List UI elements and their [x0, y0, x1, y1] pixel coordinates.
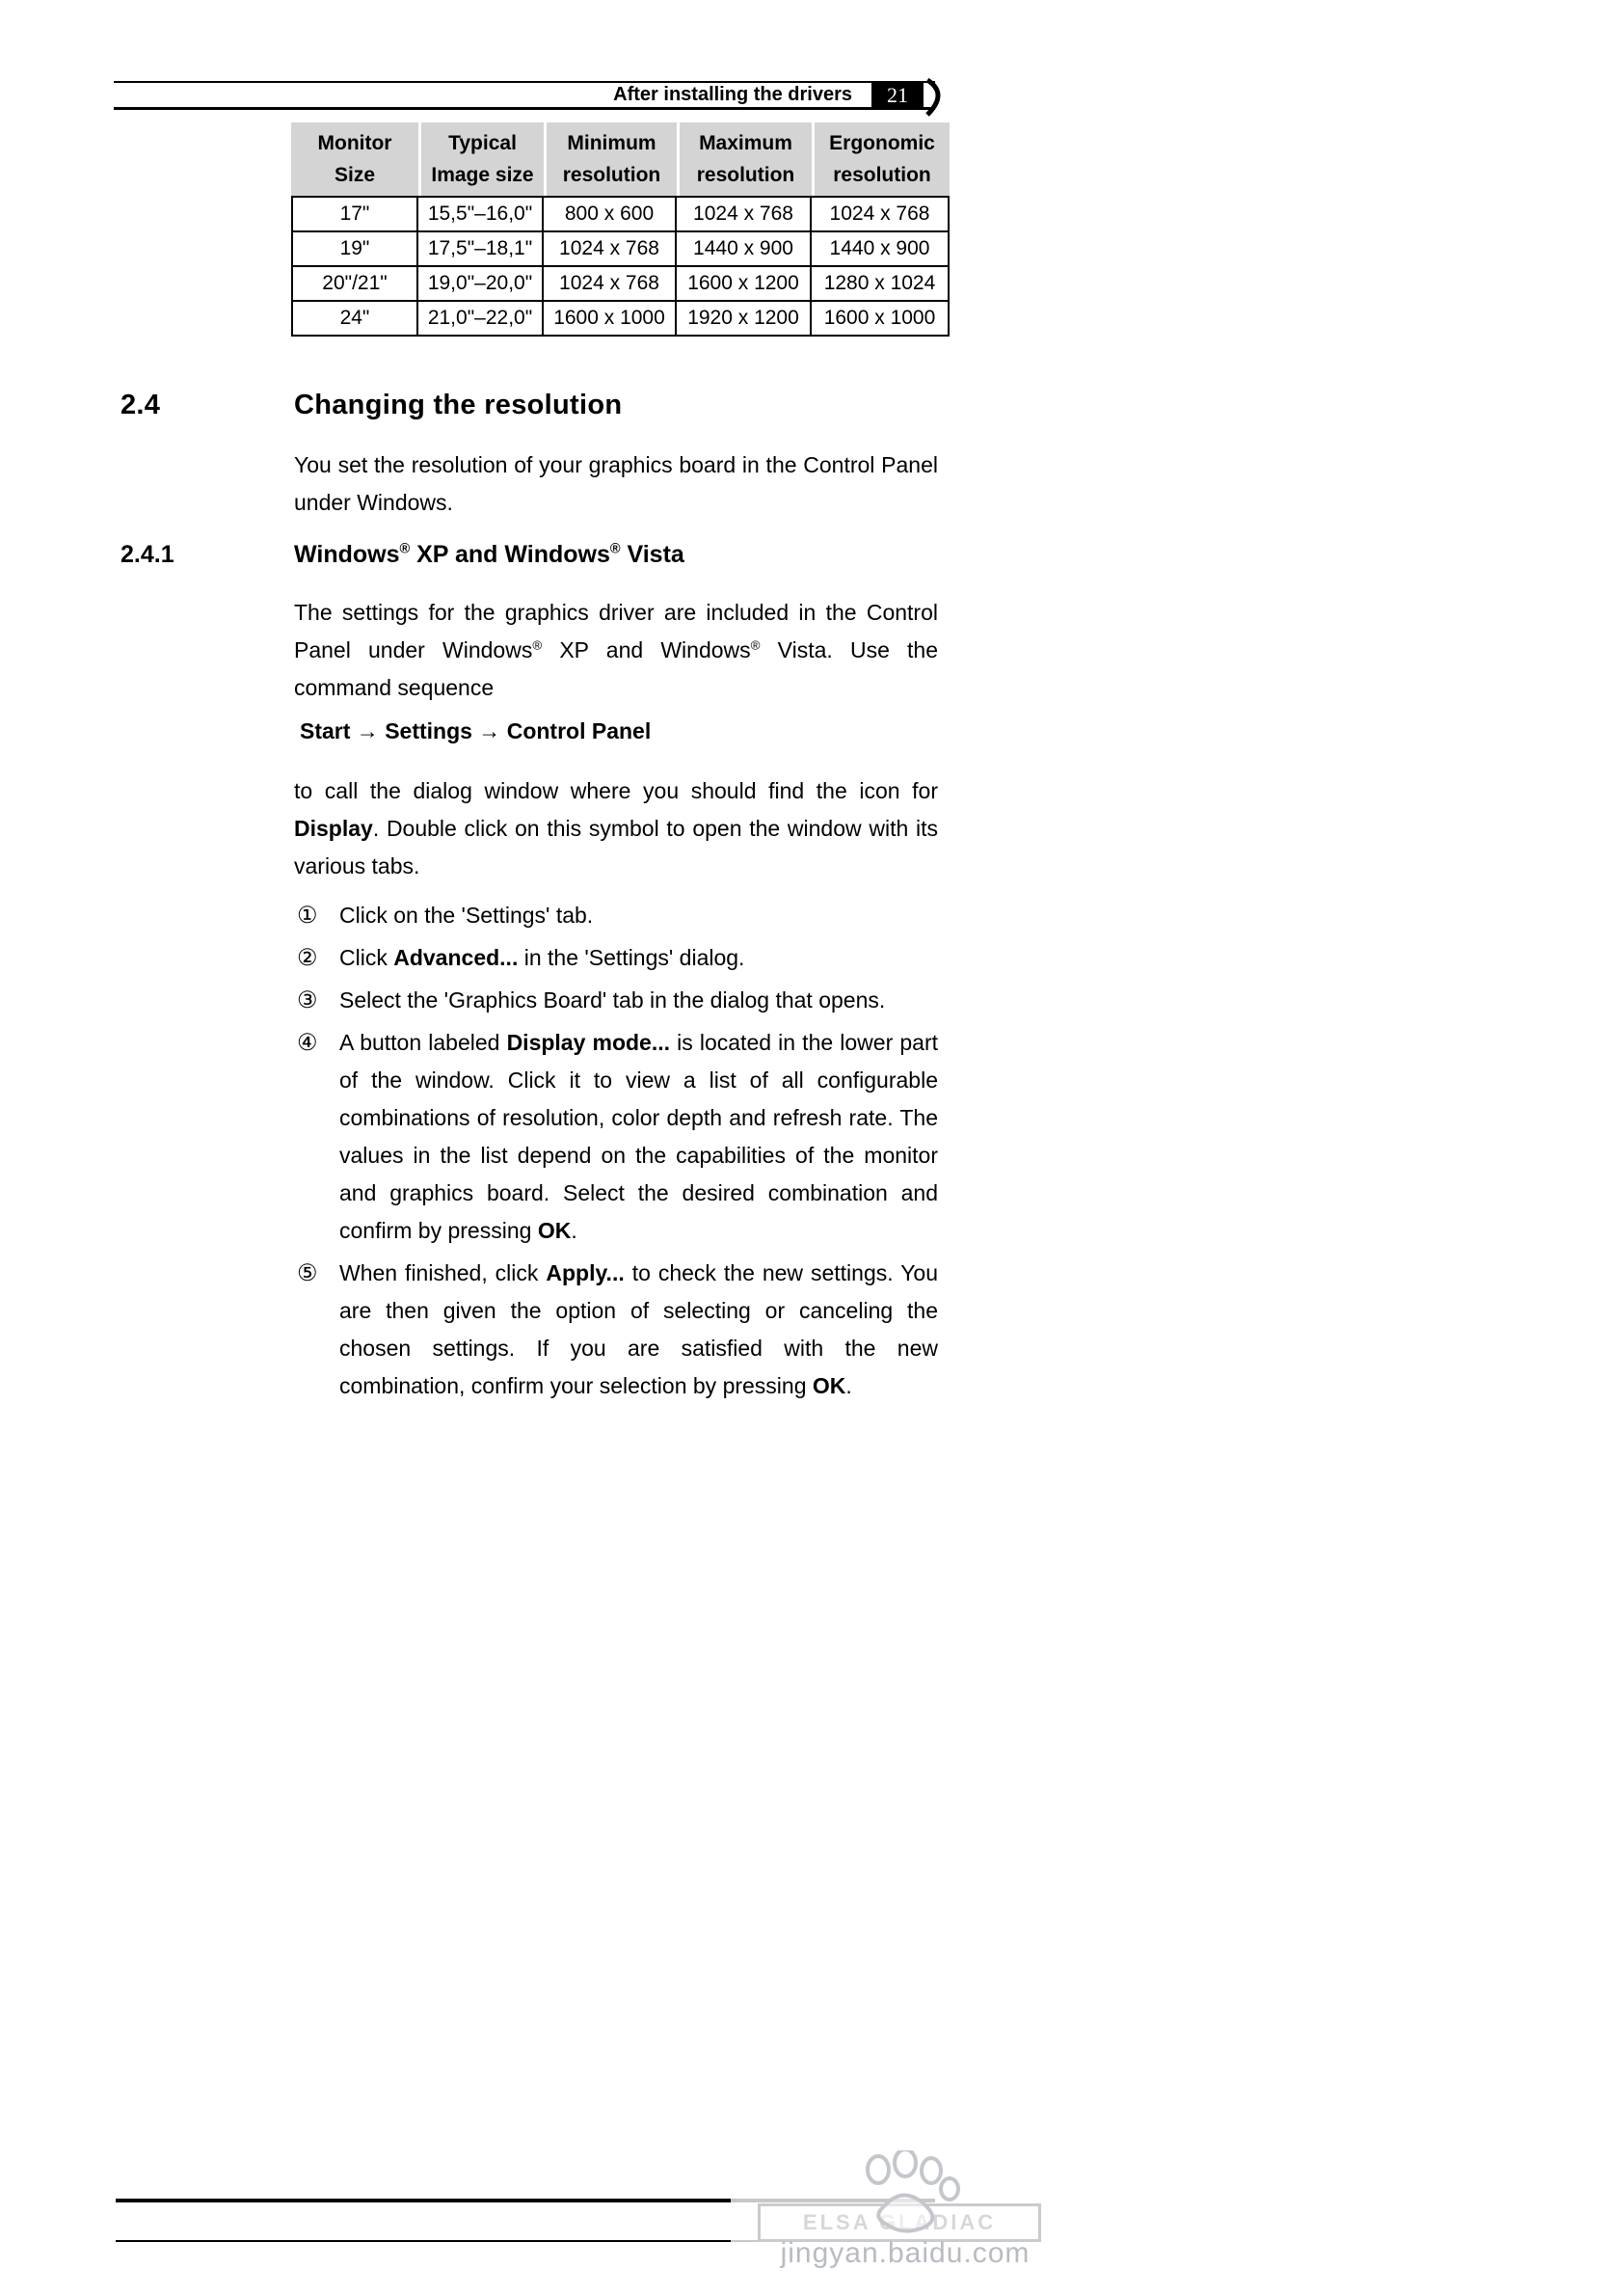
table-cell: 1600 x 1000 [812, 302, 950, 337]
page-footer [114, 2199, 1087, 2296]
table-cell: 1440 x 900 [812, 232, 950, 267]
section-number: 2.4.1 [121, 541, 174, 568]
paw-print-icon [842, 2150, 969, 2233]
list-item [297, 939, 938, 977]
list-item-text: A button labeled Display mode... is located in the lower part of the window. Click it to view a list of all configurable combinations of resolution, color depth and refresh rate. The values in the list depend on the capabilities of the monitor and graphics board. Select the desired combination and confirm by pressing OK. [339, 1030, 938, 1243]
table-cell: 1600 x 1000 [544, 302, 677, 337]
section-2-4-heading [121, 386, 938, 424]
section-number: 2.4 [121, 390, 161, 420]
list-item-text: Select the 'Graphics Board' tab in the dialog that opens. [339, 987, 886, 1013]
table-row [291, 232, 950, 267]
table-cell: 1920 x 1200 [677, 302, 812, 337]
table-cell: 17,5"–18,1" [418, 232, 544, 267]
list-item-text: Click on the 'Settings' tab. [339, 903, 594, 928]
section-2-4-1-paragraph-1: The settings for the graphics driver are included in the Control Panel under Windows® XP and Windows® Vista. Use the command sequence [294, 600, 939, 700]
table-cell: 20"/21" [291, 267, 418, 302]
command-sequence: Start → Settings → Control Panel [300, 718, 652, 743]
list-item [297, 982, 938, 1019]
section-title: Windows® XP and Windows® Vista [294, 541, 684, 568]
table-cell: 1024 x 768 [544, 232, 677, 267]
list-item-number: ④ [297, 1030, 318, 1056]
table-header-ergonomic-resolution: Ergonomic resolution [812, 122, 950, 196]
table-cell: 1280 x 1024 [812, 267, 950, 302]
table-header-row [291, 122, 950, 196]
list-item-text: Click Advanced... in the 'Settings' dialog. [339, 945, 745, 970]
table-cell: 21,0"–22,0" [418, 302, 544, 337]
table-cell: 19" [291, 232, 418, 267]
table-cell: 15,5"–16,0" [418, 196, 544, 232]
table-header-maximum-resolution: Maximum resolution [677, 122, 812, 196]
page-header [114, 81, 947, 125]
page-content [121, 386, 938, 1410]
list-item-number: ⑤ [297, 1260, 318, 1286]
watermark [731, 2139, 1080, 2293]
header-bottom-rule [114, 107, 935, 110]
table-cell: 17" [291, 196, 418, 232]
table-cell: 1024 x 768 [677, 196, 812, 232]
table-row [291, 267, 950, 302]
table-cell: 1024 x 768 [812, 196, 950, 232]
table-row [291, 196, 950, 232]
section-2-4-intro-paragraph: You set the resolution of your graphics board in the Control Panel under Windows. [294, 452, 938, 515]
running-header-title: After installing the drivers [613, 84, 852, 105]
table-cell: 19,0"–20,0" [418, 267, 544, 302]
list-item [297, 1024, 938, 1250]
list-item [297, 897, 938, 934]
table-cell: 1024 x 768 [544, 267, 677, 302]
list-item-number: ③ [297, 987, 318, 1013]
table-row [291, 302, 950, 337]
watermark-text: jingyan.baidu.com [780, 2237, 1031, 2269]
table-cell: 24" [291, 302, 418, 337]
table-header-typical-image-size: Typical Image size [418, 122, 544, 196]
header-curve-ornament [925, 78, 951, 121]
list-item-number: ① [297, 903, 318, 929]
section-title: Changing the resolution [294, 390, 623, 420]
monitor-resolution-table [291, 122, 950, 337]
table-cell: 800 x 600 [544, 196, 677, 232]
table-header-minimum-resolution: Minimum resolution [544, 122, 677, 196]
section-2-4-1-heading [121, 537, 938, 572]
list-item-text: When finished, click Apply... to check the new settings. You are then given the option of selecting or canceling the chosen settings. If you are satisfied with the new combination, confirm your selection by pressing OK. [339, 1260, 939, 1398]
list-item [297, 1255, 938, 1405]
table-cell: 1600 x 1200 [677, 267, 812, 302]
table-header-monitor-size: Monitor Size [291, 122, 418, 196]
section-2-4-1-paragraph-2: to call the dialog window where you should find the icon for Display. Double click on this symbol to open the window with its various tabs. [294, 778, 938, 878]
table-cell: 1440 x 900 [677, 232, 812, 267]
page-number: 21 [871, 81, 924, 110]
list-item-number: ② [297, 945, 318, 971]
